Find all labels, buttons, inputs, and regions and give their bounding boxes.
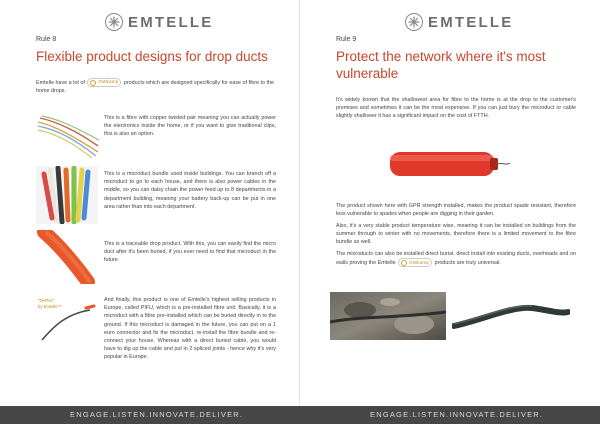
gwkamp-logo	[398, 258, 432, 267]
page-title: Flexible product designs for drop ducts	[36, 49, 268, 64]
brand-logo	[105, 12, 213, 32]
brand-logo-right	[405, 12, 513, 32]
gwkamp-logo-icon	[401, 260, 407, 266]
paragraph-universal	[336, 250, 576, 267]
microduct-bundle-image	[36, 166, 98, 224]
gwkamp-logo-icon	[90, 80, 96, 86]
footer-bar	[0, 406, 600, 424]
left-page	[0, 0, 300, 406]
paragraph-gpr-strength: The product shown here with GPR strength installed, makes the product spade resistant, therefore less vulnerable to spades when people are digging in their garden.	[336, 203, 576, 218]
page-title: Protect the network where it's most vulnerable	[336, 49, 546, 81]
intro-paragraph	[36, 78, 274, 95]
intro-text-after: products which are designed specifically for ease of fibre to the home drops.	[36, 79, 275, 95]
rule-number: Rule 9	[336, 36, 357, 43]
footer-tagline-right: ENGAGE.LISTEN.INNOVATE.DELIVER.	[370, 410, 544, 419]
pifu-caption-line1: "DirFlex"	[38, 298, 55, 303]
pifu-caption-line2: by Emtelle™	[38, 304, 62, 309]
footer-tagline-left: ENGAGE.LISTEN.INNOVATE.DELIVER.	[70, 410, 244, 419]
paragraph-fibre-copper: This is a fibre with copper twisted pair meaning you can actually power the electronics inside the home, or if you want to give traditional clips, this is also an option.	[104, 115, 276, 138]
spade-resistant-duct-image	[386, 144, 512, 184]
paragraph-temperature: Also, it's a very stable product temperature wise, meaning it can be installed on buildings from the summer through to winter with no movements, therefore there is a limited movement to the fibre bundle as well.	[336, 223, 576, 246]
right-page	[300, 0, 600, 406]
brand-name: EMTELLE	[428, 13, 514, 31]
paragraph-traceable-drop: This is a traceable drop product. With this, you can easily find the micro duct after it's been buried, if you ever need to find that microduct in the future.	[104, 241, 276, 264]
gwkamp-logo-text: GWkamp	[409, 259, 430, 265]
emtelle-logo-icon	[405, 13, 423, 31]
burial-ground-photo	[330, 292, 446, 340]
pifu-caption	[38, 298, 62, 310]
emtelle-logo-icon	[105, 13, 123, 31]
gwkamp-logo	[87, 78, 121, 87]
fibre-copper-pair-image	[36, 108, 100, 160]
intro-paragraph: It's widely known that the shallowest area for fibre to the home is at the drop to the customer's premises and sometimes it can be the most expensive. If you can just bury the microduct or cable slightly shallower it has a significant impact on the cost of FTTH.	[336, 97, 576, 120]
brand-name: EMTELLE	[128, 13, 214, 31]
universal-text-before: The microducts can also be installed direct burial, direct install into existing ducts, overheads and on walls proving the Emtelle	[336, 251, 576, 267]
duct-on-wall-photo	[452, 292, 570, 340]
universal-text-after: products are truly universal.	[434, 260, 501, 267]
gwkamp-logo-text: GWkamp	[98, 79, 119, 85]
intro-text-before: Emtelle have a lot of	[36, 79, 85, 86]
pifu-product-image	[36, 292, 96, 342]
paragraph-pifu: And finally, this product is one of Emtelle's highest selling products in Europe, called PIFU, which is a pre-installed fibre unit. Basically, it is a microduct with a fibre pre-installed which can be buried directly in to the ground. If this microduct is damaged in the future, you can put on a 1 euro connector and fix the microduct, re-install the fibre bundle and re-connect your house. Whereas with a direct buried cable, you would have to dig up the cable and put in 2 spliced joints - hence why it's very popular in Europe.	[104, 297, 276, 361]
paragraph-microduct-bundle: This is a microduct bundle used inside buildings. You can branch off a microduct to go to each house, and there is also power cables in the middle, so you can daisy chain the power feed up to 8 departments in a department building, meaning your battery back-up can be put in one area rather than into each department.	[104, 171, 276, 210]
rule-number: Rule 8	[36, 36, 57, 43]
traceable-drop-image	[36, 230, 96, 284]
